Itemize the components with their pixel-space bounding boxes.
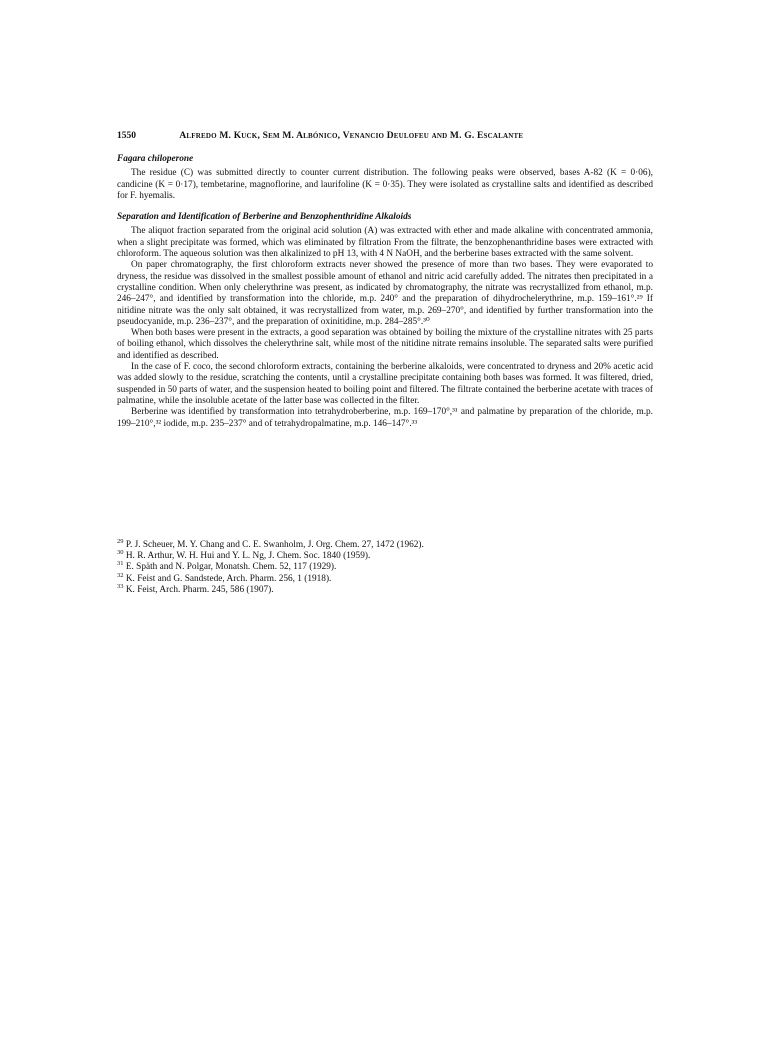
section-heading: Fagara chiloperone (117, 154, 194, 164)
paragraph: The residue (C) was submitted directly to counter current distribution. The following peaks were observed, bases A-82 (K = 0·06), candicine (K = 0·17), tembetarine, magnoflorine, and laurifoline (K = 0·35). They were isolated as crystalline salts and identified as described for F. hyemalis. (117, 168, 653, 201)
reference-number: 31 (117, 560, 124, 568)
page-number: 1550 (117, 131, 136, 141)
paragraph: In the case of F. coco, the second chloroform extracts, containing the berberine alkaloids, were concentrated to dryness and 20% acetic acid was added slowly to the residue, scratching the contents, until a crystalline precipitate containing both bases was formed. It was filtered, dried, suspended in 50 parts of water, and the suspension heated to boiling point and filtered. The filtrate contained the berberine acetate with traces of palmatine, while the insoluble acetate of the latter base was collected in the filter. (117, 362, 653, 406)
reference-number: 29 (117, 537, 124, 545)
reference-number: 33 (117, 582, 124, 590)
reference-item (117, 571, 653, 585)
section-separation-identification (117, 212, 653, 430)
reference-item (117, 551, 653, 562)
reference-text: H. R. Arthur, W. H. Hui and Y. L. Ng, J. Chem. Soc. 1840 (1959). (125, 551, 371, 562)
reference-text: K. Feist, Arch. Pharm. 245, 586 (1907). (125, 584, 274, 595)
section-heading: Separation and Identification of Berberine and Benzophenthridine Alkaloids (117, 212, 412, 223)
reference-number: 30 (117, 549, 124, 557)
references (117, 537, 653, 596)
reference-text: K. Feist and G. Sandstede, Arch. Pharm. 256, 1 (1918). (125, 573, 332, 584)
article-body (117, 148, 653, 440)
paragraph: Berberine was identified by transformation into tetrahydroberberine, m.p. 169–170°,³¹ and palmatine by preparation of the chloride, m.p. 199–210°,³² iodide, m.p. 235–237° and of tetrahydropalmatine, m.p. 146–147°.³³ (117, 407, 653, 429)
running-head: Alfredo M. Kuck, Sem M. Albónico, Venancio Deulofeu and M. G. Escalante (179, 131, 524, 141)
reference-item (117, 582, 653, 596)
reference-item (117, 562, 653, 573)
reference-text: E. Späth and N. Polgar, Monatsh. Chem. 52, 117 (1929). (125, 562, 337, 573)
paragraph: When both bases were present in the extracts, a good separation was obtained by boiling the mixture of the crystalline nitrates with 25 parts of boiling ethanol, which dissolves the chelerythrine salt, while most of the nitidine nitrate remains insoluble. The separated salts were purified and identified as described. (117, 328, 653, 361)
reference-item (117, 537, 653, 551)
reference-number: 32 (117, 571, 124, 579)
paragraph: The aliquot fraction separated from the original acid solution (A) was extracted with ether and made alkaline with concentrated ammonia, when a slight precipitate was formed, which was eliminated by filtration From the filtrate, the benzophenanthridine bases were extracted with chloroform. The aqueous solution was then alkalinized to pH 13, with 4 N NaOH, and the berberine bases extracted with the same solvent. (117, 226, 653, 260)
section-fagara-chiloperone (117, 154, 653, 202)
reference-text: P. J. Scheuer, M. Y. Chang and C. E. Swanholm, J. Org. Chem. 27, 1472 (1962). (125, 540, 424, 550)
paragraph: On paper chromatography, the first chloroform extracts never showed the presence of more than two bases. They were evaporated to dryness, the residue was dissolved in the smallest possible amount of ethanol and nitric acid carefully added. The nitrates then precipitated in a crystalline condition. When only chelerythrine was present, as indicated by chromatography, the nitrate was recrystallized from ethanol, m.p. 246–247°, and identified by transformation into the chloride, m.p. 240° and the preparation of dihydrochelerythrine, m.p. 159–161°.²⁹ If nitidine nitrate was the only salt obtained, it was recrystallized from water, m.p. 269–270°, and identified by further transformation into the pseudocyanide, m.p. 236–237°, and the preparation of oxinitidine, m.p. 284–285°.³⁰ (117, 260, 653, 327)
page-header (117, 130, 657, 142)
